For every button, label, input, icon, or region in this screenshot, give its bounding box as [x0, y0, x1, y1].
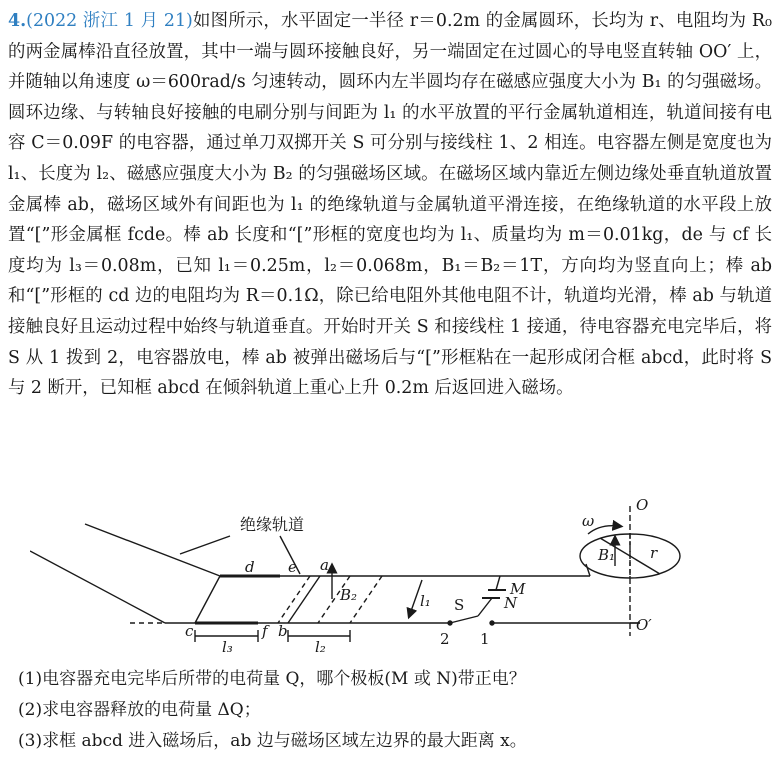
label-m: M	[510, 580, 526, 598]
label-c: c	[185, 622, 194, 640]
label-l1: l₁	[420, 592, 431, 610]
label-a: a	[320, 556, 329, 574]
insulated-rail-upper-incline	[85, 524, 220, 576]
question-1: (1)电容器充电完毕后所带的电荷量 Q，哪个极板(M 或 N)带正电？	[18, 669, 526, 689]
insulated-rail-lower-incline	[30, 551, 165, 623]
label-b2: B₂	[340, 586, 358, 604]
leader-line-1	[180, 536, 230, 554]
physics-diagram	[30, 496, 760, 656]
insulated-track-label: 绝缘轨道	[240, 515, 305, 534]
problem-source: (2022 浙江 1 月 21)	[26, 11, 193, 31]
label-o-prime: O′	[636, 616, 652, 634]
capacitor-lead-lower	[478, 598, 492, 616]
question-3: (3)求框 abcd 进入磁场后，ab 边与磁场区域左边界的最大距离 x。	[18, 731, 527, 751]
label-s: S	[454, 596, 465, 614]
label-terminal-2: 2	[440, 630, 450, 648]
label-b: b	[278, 622, 288, 640]
label-l2: l₂	[315, 638, 326, 656]
question-2: (2)求电容器释放的电荷量 ΔQ；	[18, 700, 261, 720]
label-f: f	[262, 622, 268, 640]
label-o: O	[636, 496, 649, 514]
label-d: d	[245, 558, 255, 576]
ring-lead	[586, 564, 590, 576]
problem-number: 4.	[8, 11, 27, 31]
problem-statement	[8, 6, 772, 404]
label-terminal-1: 1	[480, 630, 490, 648]
label-b1: B₁	[598, 546, 616, 564]
switch-blade	[450, 616, 478, 623]
frame-edge-cd	[195, 576, 220, 623]
label-r: r	[650, 544, 658, 562]
questions	[18, 664, 527, 757]
terminal-2	[448, 621, 452, 625]
capacitor-lead	[496, 576, 500, 590]
terminal-1	[490, 621, 494, 625]
field-boundary-left	[278, 576, 310, 623]
problem-text: 如图所示，水平固定一半径 r＝0.2m 的金属圆环，长均为 r、电阻均为 R₀ 的两金属棒沿直径放置，其中一端与圆环接触良好，另一端固定在过圆心的导电竖直转轴 OO′ 上，并随轴以角速度 ω＝600rad/s 匀速转动，圆环内左半圆均存在磁感应强度大小为 B₁ 的匀强磁场。圆环边缘、与转轴良好接触的电刷分别与间距为 l₁ 的水平放置的平行金属轨道相连，轨道间接有电容 C＝0.09F 的电容器，通过单刀双掷开关 S 可分别与接线柱 1、2 相连。电容器左侧是宽度也为 l₁、长度为 l₂、磁感应强度大小为 B₂ 的匀强磁场区域。在磁场区域内靠近左侧边缘处垂直轨道放置金属棒 ab，磁场区域外有间距也为 l₁ 的绝缘轨道与金属轨道平滑连接，在绝缘轨道的水平段上放置“[”形金属框 fcde。棒 ab 长度和“[”形框的宽度也均为 l₁、质量均为 m＝0.01kg，de 与 cf 长度均为 l₃＝0.08m，已知 l₁＝0.25m，l₂＝0.068m，B₁＝B₂＝1T，方向均为竖直向上；棒 ab 和“[”形框的 cd 边的电阻均为 R＝0.1Ω，除已给电阻外其他电阻不计，轨道均光滑，棒 ab 与轨道接触良好且运动过程中始终与轨道垂直。开始时开关 S 和接线柱 1 接通，待电容器充电完毕后，将 S 从 1 拨到 2，电容器放电，棒 ab 被弹出磁场后与“[”形框粘在一起形成闭合框 abcd，此时将 S 与 2 断开，已知框 abcd 在倾斜轨道上重心上升 0.2m 后返回进入磁场。	[8, 11, 772, 399]
label-e: e	[288, 558, 297, 576]
label-n: N	[504, 594, 518, 612]
rod-ab	[288, 576, 320, 623]
label-omega: ω	[582, 512, 595, 530]
label-l3: l₃	[222, 638, 233, 656]
